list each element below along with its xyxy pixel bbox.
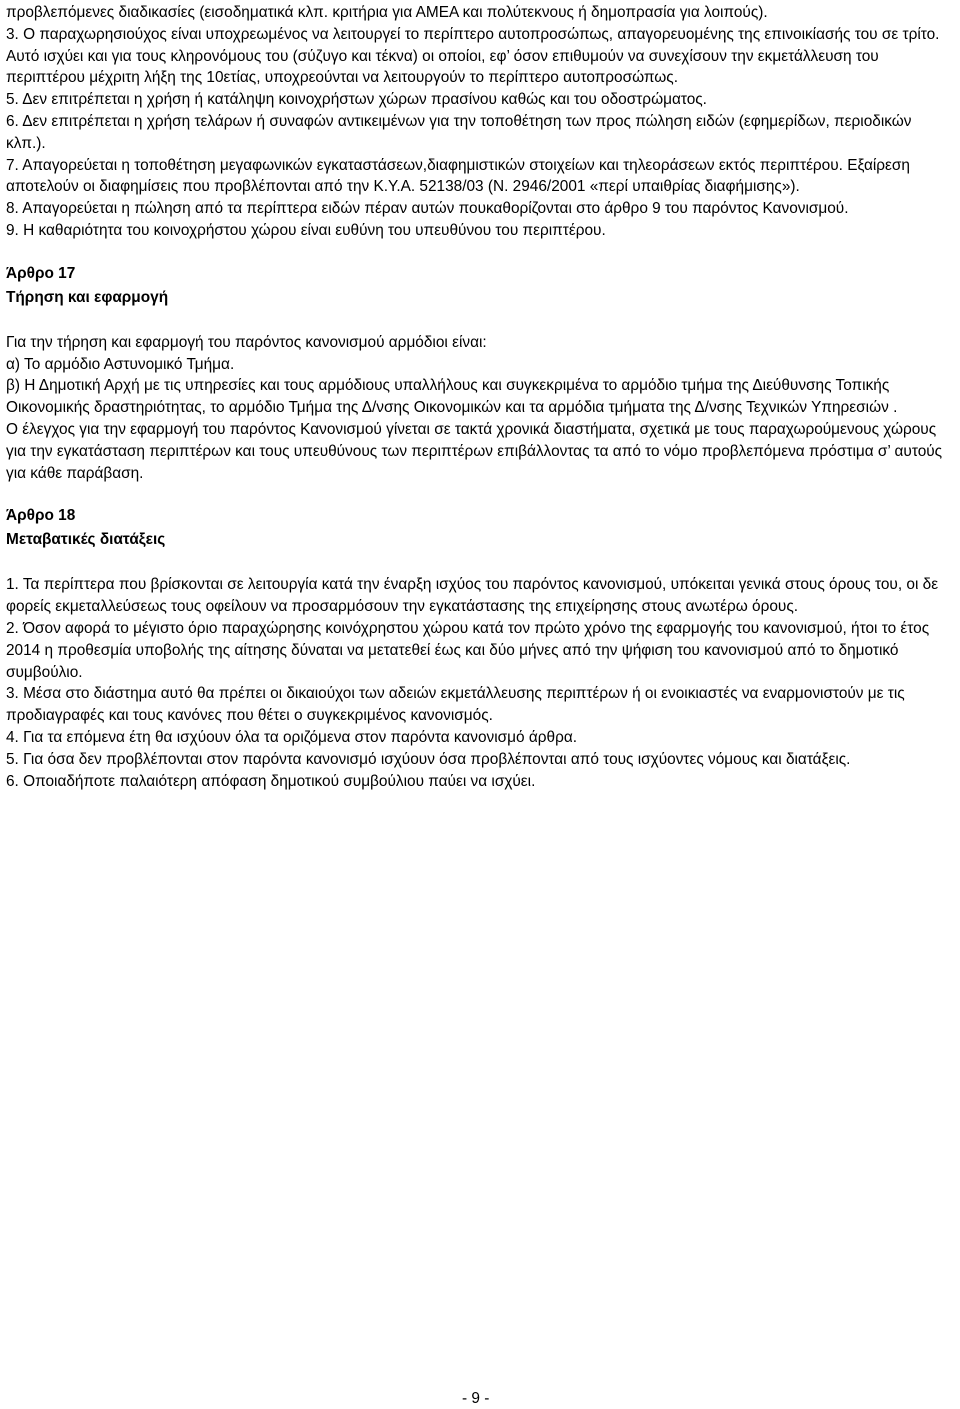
clause-9: 9. Η καθαριότητα του κοινοχρήστου χώρου είναι ευθύνη του υπευθύνου του περιπτέρου. — [6, 221, 606, 239]
article-18-item-2: 2. Όσον αφορά το μέγιστο όριο παραχώρησης κοινόχρηστου χώρου κατά τον πρώτο χρόνο της εφαρμογής του κανονισμού, ήτοι το έτος 2014 η προθεσμία υποβολής της αίτησης δύναται να μετατεθεί έως και δύο μήνες από την ψήφιση του κανονισμού από το δημοτικό συμβούλιο. — [6, 619, 930, 681]
article-17-title: Άρθρο 17 — [6, 264, 76, 282]
article-18-item-3: 3. Μέσα στο διάστημα αυτό θα πρέπει οι δικαιούχοι των αδειών εκμετάλλευσης περιπτέρων ή οι ενοικιαστές να εναρμονιστούν με τις προδιαγραφές και τους κανόνες που θέτει ο συγκεκριμένος κανονισμός. — [6, 685, 905, 725]
article-18-title: Άρθρο 18 — [6, 507, 76, 525]
article-17-control: Ο έλεγχος για την εφαρμογή του παρόντος Κανονισμού γίνεται σε τακτά χρονικά διαστήματα, σχετικά με τους παραχωρούμενους χώρους για την εγκατάσταση περιπτέρων και τους υπευθύνους των περιπτέρων επιβάλλοντας τα από το νόμο προβλεπόμενα πρόστιμα σ’ αυτούς για κάθε παράβαση. — [6, 420, 943, 482]
article-17-subtitle: Τήρηση και εφαρμογή — [6, 288, 169, 306]
article-18-item-6: 6. Οποιαδήποτε παλαιότερη απόφαση δημοτικού συμβούλιου παύει να ισχύει. — [6, 772, 536, 790]
clause-7: 7. Απαγορεύεται η τοποθέτηση μεγαφωνικών εγκαταστάσεων,διαφημιστικών στοιχείων και τηλεοράσεων εκτός περιπτέρου. Εξαίρεση αποτελούν οι διαφημίσεις που προβλέπονται από την Κ.Υ.Α. 52138/03 (Ν. 2946/2001 «περί υπαιθρίας διαφήμισης»). — [6, 156, 910, 196]
preceding-clauses — [6, 2, 954, 242]
clause-8: 8. Απαγορεύεται η πώληση από τα περίπτερα ειδών πέραν αυτών πουκαθορίζονται στο άρθρο 9 του παρόντος Κανονισμού. — [6, 200, 849, 218]
article-17-item-b: β) Η Δημοτική Αρχή με τις υπηρεσίες και τους αρμόδιους υπαλλήλους και συγκεκριμένα το αρμόδιο τμήμα της Διεύθυνσης Τοπικής Οικονομικής δραστηριότητας, το αρμόδιο Τμήμα της Δ/νσης Οικονομικών και τα αρμόδια τμήματα της Δ/νσης Τεχνικών Υπηρεσιών . — [6, 377, 898, 417]
article-18-item-1: 1. Τα περίπτερα που βρίσκονται σε λειτουργία κατά την έναρξη ισχύος του παρόντος κανονισμού, υπόκειται γενικά στους όρους του, οι δε φορείς εκμεταλλεύσεως τους οφείλουν να προσαρμόσουν την εγκατάστασης της επιχείρησης στους ανωτέρω όρους. — [6, 576, 939, 616]
clause-6: 6. Δεν επιτρέπεται η χρήση τελάρων ή συναφών αντικειμένων για την τοποθέτηση των προς πώληση ειδών (εφημερίδων, περιοδικών κλπ.). — [6, 112, 912, 152]
article-18 — [6, 504, 954, 792]
article-18-subtitle: Μεταβατικές διατάξεις — [6, 531, 166, 549]
clause-3: 3. Ο παραχωρησιούχος είναι υποχρεωμένος να λειτουργεί το περίπτερο αυτοπροσώπως, απαγορευομένης της επινοικίασής του σε τρίτο. Αυτό ισχύει και για τους κληρονόμους του (σύζυγο και τέκνα) οι οποίοι, εφ’ όσον επιθυμούν να συνεχίσουν την εκμετάλλευση του περιπτέρου μέχριτη λήξη της 10ετίας, υποχρεούνται να λειτουργούν το περίπτερο αυτοπροσώπως. — [6, 25, 940, 87]
article-17-intro: Για την τήρηση και εφαρμογή του παρόντος κανονισμού αρμόδιοι είναι: — [6, 333, 487, 351]
clause-continuation: προβλεπόμενες διαδικασίες (εισοδηματικά κλπ. κριτήρια για ΑΜΕΑ και πολύτεκνους ή δημοπρασία για λοιπούς). — [6, 4, 768, 21]
article-17-item-a: α) Το αρμόδιο Αστυνομικό Τμήμα. — [6, 355, 235, 373]
article-18-item-5: 5. Για όσα δεν προβλέπονται στον παρόντα κανονισμό ισχύουν όσα προβλέπονται από τους ισχύοντες νόμους και διατάξεις. — [6, 750, 851, 768]
document-page — [6, 2, 954, 792]
article-18-item-4: 4. Για τα επόμενα έτη θα ισχύουν όλα τα οριζόμενα στον παρόντα κανονισμό άρθρα. — [6, 728, 577, 746]
page-number: - 9 - — [462, 1390, 490, 1407]
clause-5: 5. Δεν επιτρέπεται η χρήση ή κατάληψη κοινοχρήστων χώρων πρασίνου καθώς και του οδοστρώματος. — [6, 91, 707, 109]
article-17 — [6, 262, 954, 485]
